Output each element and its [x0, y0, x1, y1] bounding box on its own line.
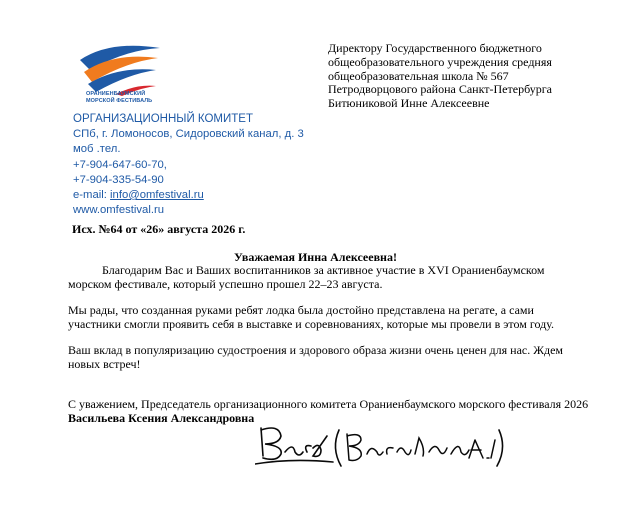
paragraph-2: Мы рады, что созданная руками ребят лодка была достойно представлена на регате, а сами участники смогли проявить себя в выставке и соревнованиях, которые мы провели в этом году. — [68, 303, 555, 331]
email-line — [73, 188, 304, 203]
recipient-line: общеобразовательного учреждения средняя — [328, 54, 552, 69]
closing-line: С уважением, Председатель организационного комитета Ораниенбаумского морского фестиваля 2026 — [68, 397, 589, 411]
recipient-line: Битюниковой Инне Алексеевне — [328, 96, 490, 111]
recipient-line: Директору Государственного бюджетного — [328, 41, 542, 55]
org-contacts — [73, 112, 304, 218]
logo-caption-line1: ОРАНИЕНБАУМСКИЙ — [86, 91, 146, 97]
org-address: СПб, г. Ломоносов, Сидоровский канал, д. 3 — [73, 128, 304, 141]
website: www.omfestival.ru — [73, 204, 165, 217]
paragraph-3: Ваш вклад в популяризацию судостроения и здорового образа жизни очень ценен для нас. Ждем новых встреч! — [68, 343, 564, 371]
email-link[interactable]: info@omfestival.ru — [110, 189, 204, 202]
greeting: Уважаемая Инна Алексеевна! — [234, 250, 397, 264]
logo-caption-line2: МОРСКОЙ ФЕСТИВАЛЬ — [86, 97, 153, 104]
email-label: e-mail: — [73, 189, 111, 202]
recipient-line: Петродворцового района Санкт-Петербурга — [328, 82, 552, 97]
recipient-block — [328, 42, 552, 111]
logo-caption — [86, 91, 152, 104]
phone-2: +7-904-335-54-90 — [73, 173, 164, 186]
recipient-line: общеобразовательная школа № 567 — [328, 68, 509, 83]
phone-label: моб .тел. — [73, 143, 121, 156]
org-title: ОРГАНИЗАЦИОННЫЙ КОМИТЕТ — [73, 113, 253, 125]
outgoing-number: Исх. №64 от «26» августа 2026 г. — [72, 222, 246, 236]
phone-1: +7-904-647-60-70, — [73, 158, 167, 171]
handwritten-signature — [255, 418, 505, 478]
signer-name: Васильева Ксения Александровна — [68, 410, 255, 425]
paragraph-1: Благодарим Вас и Ваших воспитанников за активное участие в XVI Ораниенбаумском морском фестивале, который успешно прошел 22–23 августа. — [68, 263, 545, 291]
